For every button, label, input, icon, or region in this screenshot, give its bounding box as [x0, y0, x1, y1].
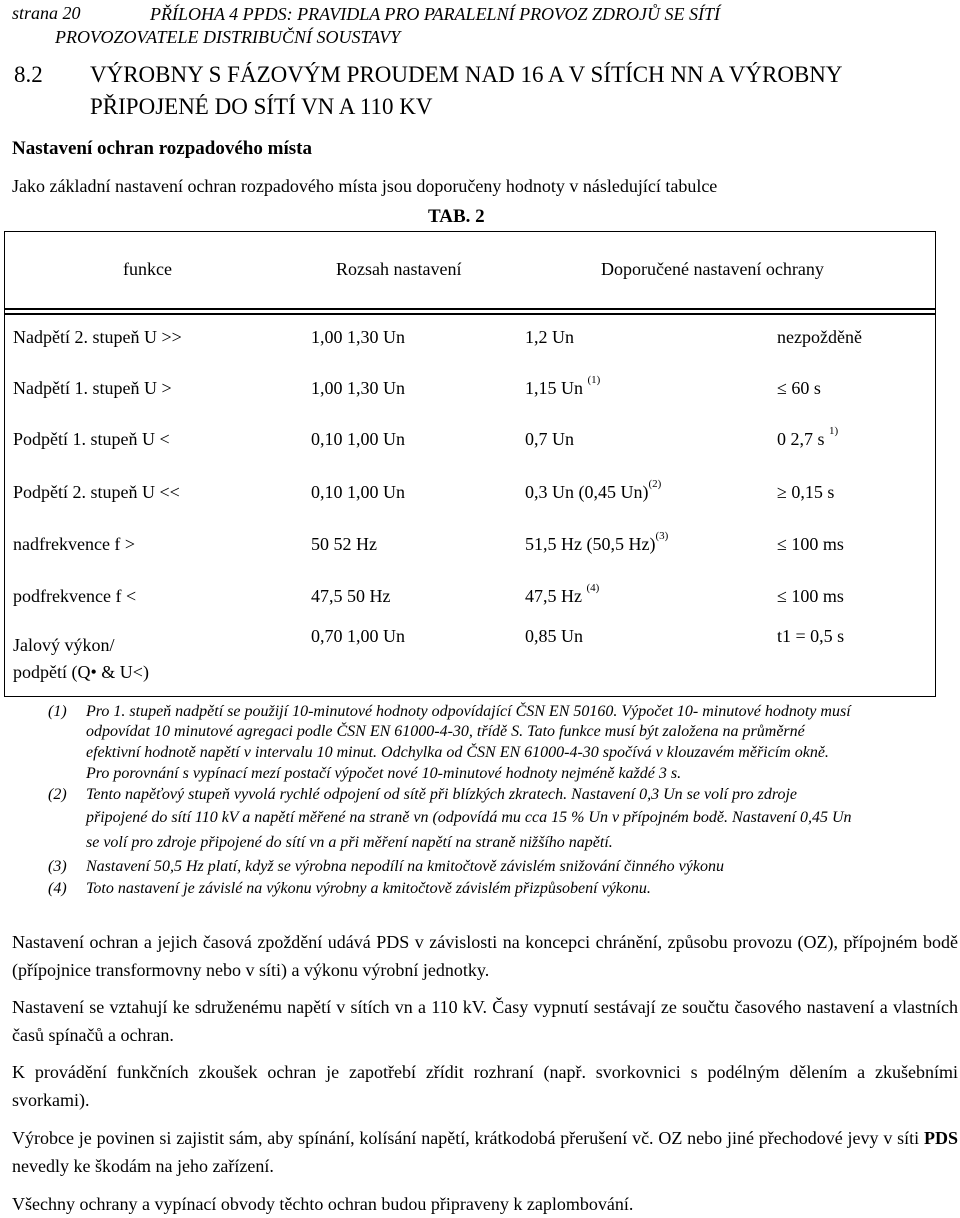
table-caption: TAB. 2	[428, 206, 485, 227]
section-number: 8.2	[14, 62, 43, 87]
paragraph: Nastavení se vztahují ke sdruženému napětí v sítích vn a 110 kV. Časy vypnutí sestávají ze součtu časového nastavení a vlastních časů spínačů a ochran.	[12, 997, 958, 1045]
section-title-line1: VÝROBNY S FÁZOVÝM PROUDEM NAD 16 A V SÍTÍCH NN A VÝROBNY	[90, 62, 843, 87]
document-title-line2: PROVOZOVATELE DISTRIBUČNÍ SOUSTAVY	[55, 27, 401, 47]
paragraph: Výrobce je povinen si zajistit sám, aby spínání, kolísání napětí, krátkodobá přerušení vč. OZ nebo jiné přechodové jevy v síti PDS nevedly ke škodám na jeho zařízení.	[12, 1128, 958, 1176]
footnote-line: se volí pro zdroje připojené do sítí vn a při měření napětí na straně nižšího napětí.	[86, 834, 613, 851]
footnote-line: Pro 1. stupeň nadpětí se použijí 10-minutové hodnoty odpovídající ČSN EN 50160. Výpočet 10- minutové hodnoty musí	[86, 703, 851, 720]
page-number: strana 20	[12, 3, 81, 23]
table-cell-range: 47,5 50 Hz	[311, 586, 391, 606]
table-cell-function: Podpětí 2. stupeň U <<	[13, 482, 180, 502]
table-cell-range: 0,10 1,00 Un	[311, 482, 405, 502]
footnote-ref: (4)	[586, 582, 600, 594]
footnote-line: efektivní hodnotě napětí v intervalu 10 minut. Odchylka od ČSN EN 61000-4-30 spočívá v klouzavém měřicím okně.	[86, 744, 829, 761]
footnote-number: (1)	[48, 703, 67, 720]
table-cell-time: ≥ 0,15 s	[777, 482, 835, 502]
footnote-line: připojené do sítí 110 kV a napětí měřené na straně vn (odpovídá mu cca 15 % Un v přípojném bodě. Nastavení 0,45 Un	[86, 809, 852, 826]
table-cell-range: 0,10 1,00 Un	[311, 429, 405, 449]
footnote-number: (2)	[48, 786, 67, 803]
table-cell-time: nezpožděně	[777, 327, 862, 347]
pds-abbreviation: PDS	[923, 1128, 958, 1148]
table-cell-value: 0,3 Un (0,45 Un)$^{(2)}$	[525, 478, 662, 502]
section-title-line2: PŘIPOJENÉ DO SÍTÍ VN A 110 KV	[90, 94, 433, 119]
table-cell-value: 47,5 Hz $^{(4)}$	[525, 582, 600, 606]
table-cell-value: 0,85 Un	[525, 626, 583, 646]
table-header-divider	[5, 313, 935, 315]
table-cell-range: 1,00 1,30 Un	[311, 378, 405, 398]
table-cell-range: 1,00 1,30 Un	[311, 327, 405, 347]
table-cell-time: 0 2,7 s $^{1)}$	[777, 425, 839, 449]
table-cell-value: 0,7 Un	[525, 429, 574, 449]
table-cell-function: podpětí (Q• & U<)	[13, 662, 149, 682]
table-cell-time: ≤ 100 ms	[777, 534, 844, 554]
footnote-line: Pro porovnání s vypínací mezí postačí výpočet nové 10-minutové hodnoty nejméně každé 3 s.	[86, 765, 682, 782]
table-header-function: funkce	[123, 259, 172, 279]
footnote-line: Toto nastavení je závislé na výkonu výrobny a kmitočtově závislém přizpůsobení výkonu.	[86, 880, 651, 897]
table-cell-value: 1,2 Un	[525, 327, 574, 347]
document-title-line1: PŘÍLOHA 4 PPDS: PRAVIDLA PRO PARALELNÍ PROVOZ ZDROJŮ SE SÍTÍ	[150, 4, 721, 24]
table-cell-function: nadfrekvence f >	[13, 534, 136, 554]
paragraph: Nastavení ochran a jejich časová zpoždění udává PDS v závislosti na koncepci chránění, způsobu provozu (OZ), přípojném bodě (přípojnice transformovny nebo v síti) a výkonu výrobní jednotky.	[12, 932, 958, 980]
footnote-number: (3)	[48, 858, 67, 875]
footnote-ref: (3)	[655, 530, 669, 542]
table-cell-range: 50 52 Hz	[311, 534, 377, 554]
intro-text: Jako základní nastavení ochran rozpadového místa jsou doporučeny hodnoty v následující tabulce	[12, 176, 718, 196]
footnote-ref: (2)	[648, 478, 662, 490]
table-cell-function: Nadpětí 1. stupeň U >	[13, 378, 172, 398]
table-cell-value: 1,15 Un $^{(1)}$	[525, 374, 601, 398]
footnote-ref: (1)	[587, 374, 601, 386]
table-cell-range: 0,70 1,00 Un	[311, 626, 405, 646]
table-cell-function: Nadpětí 2. stupeň U >>	[13, 327, 182, 347]
table-cell-time: ≤ 100 ms	[777, 586, 844, 606]
table-header-range: Rozsah nastavení	[336, 259, 462, 279]
table-cell-function: Podpětí 1. stupeň U <	[13, 429, 170, 449]
footnote-line: odpovídat 10 minutové agregaci podle ČSN EN 61000-4-30, třídě S. Tato funkce musí být založena na průměrné	[86, 723, 805, 740]
table-header-divider	[5, 308, 935, 310]
table-cell-function: podfrekvence f <	[13, 586, 137, 606]
table-cell-value: 51,5 Hz (50,5 Hz)$^{(3)}$	[525, 530, 669, 554]
table-cell-time: ≤ 60 s	[777, 378, 821, 398]
protection-settings-table	[4, 231, 936, 697]
subheading: Nastavení ochran rozpadového místa	[12, 138, 312, 159]
table-cell-time: t1 = 0,5 s	[777, 626, 845, 646]
footnote-ref: 1)	[829, 425, 839, 437]
table-header-recommended: Doporučené nastavení ochrany	[601, 259, 824, 279]
table-cell-function: Jalový výkon/	[13, 635, 115, 655]
paragraph: Všechny ochrany a vypínací obvody těchto ochran budou připraveny k zaplombování.	[12, 1194, 634, 1214]
footnote-line: Nastavení 50,5 Hz platí, když se výrobna nepodílí na kmitočtově závislém snižování činného výkonu	[86, 858, 724, 875]
footnote-line: Tento napěťový stupeň vyvolá rychlé odpojení od sítě při blízkých zkratech. Nastavení 0,3 Un se volí pro zdroje	[86, 786, 798, 803]
footnote-number: (4)	[48, 880, 67, 897]
paragraph: K provádění funkčních zkoušek ochran je zapotřebí zřídit rozhraní (např. svorkovnici s podélným dělením a zkušebními svorkami).	[12, 1062, 958, 1110]
